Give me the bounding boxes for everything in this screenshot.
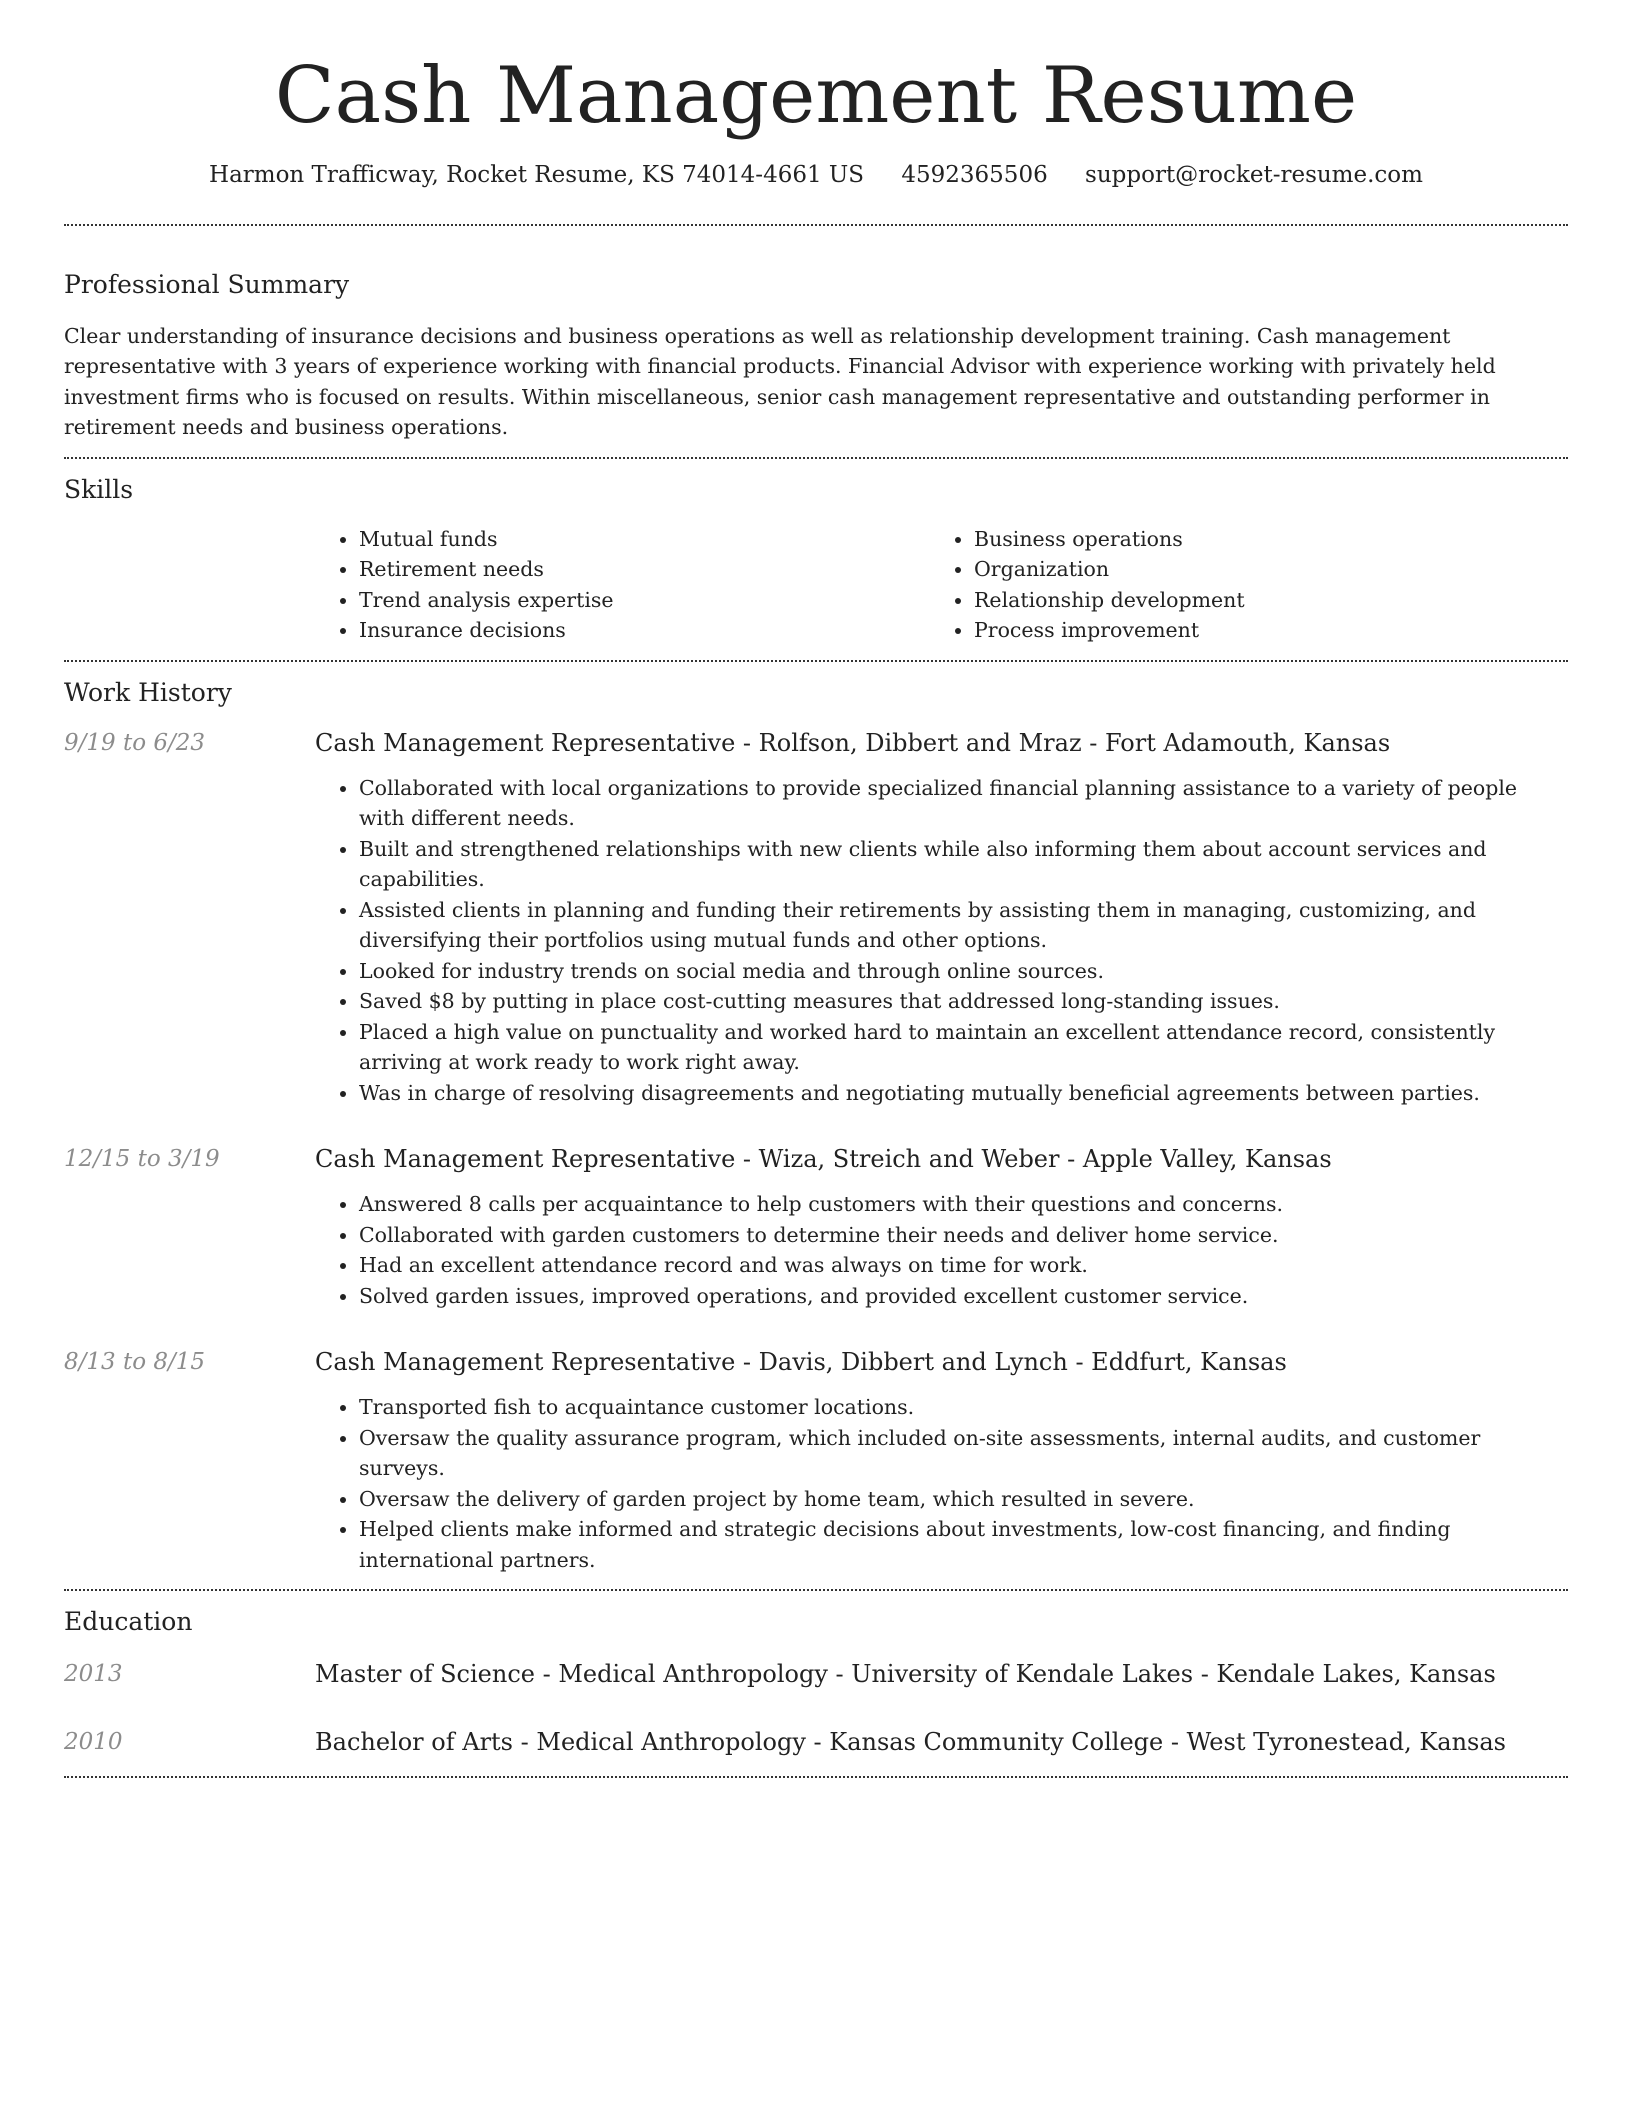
education-year: 2010 xyxy=(64,1729,123,1756)
job-bullet: • Oversaw the delivery of garden project by home team, which resulted in severe. xyxy=(359,1484,1568,1515)
job-dates: 12/15 to 3/19 xyxy=(64,1146,220,1173)
skill-item: • Insurance decisions xyxy=(359,615,930,646)
education-year: 2013 xyxy=(64,1661,123,1688)
work-history-section xyxy=(64,662,1568,1590)
skills-column-left xyxy=(315,524,930,646)
summary-heading: Professional Summary xyxy=(64,269,350,299)
skill-item: • Business operations xyxy=(974,524,1545,555)
summary-text: Clear understanding of insurance decisions and business operations as well as relationship development training. Cash management representative with 3 years of experience working with financial products. Financial Advisor with experience working with privately held investment firms who is focused on results. Within miscellaneous, senior cash management representative and outstanding performer in retirement needs and business operations. xyxy=(64,323,1496,440)
job-entry xyxy=(64,1143,1568,1311)
work-history-heading: Work History xyxy=(64,677,232,707)
skills-column-right xyxy=(930,524,1545,646)
job-bullet: • Looked for industry trends on social media and through online sources. xyxy=(359,956,1568,987)
job-bullet: • Helped clients make informed and strategic decisions about investments, low-cost financing, and finding international partners. xyxy=(359,1514,1568,1575)
skill-item: • Retirement needs xyxy=(359,554,930,585)
skill-item: • Relationship development xyxy=(974,585,1545,616)
job-body xyxy=(315,727,1568,1109)
job-dates: 9/19 to 6/23 xyxy=(64,729,206,756)
job-bullet: • Assisted clients in planning and funding their retirements by assisting them in managing, customizing, and diversifying their portfolios using mutual funds and other options. xyxy=(359,895,1568,956)
skill-item: • Organization xyxy=(974,554,1545,585)
skills-list xyxy=(315,524,1568,646)
skill-item: • Process improvement xyxy=(974,615,1545,646)
divider xyxy=(64,1776,1568,1778)
job-body xyxy=(315,1143,1568,1311)
education-title: Bachelor of Arts - Medical Anthropology - Kansas Community College - West Tyronestead, Kansas xyxy=(315,1728,1506,1757)
skill-item: • Mutual funds xyxy=(359,524,930,555)
education-section xyxy=(64,1591,1568,1758)
job-entry xyxy=(64,727,1568,1109)
job-title: Cash Management Representative - Davis, Dibbert and Lynch - Eddfurt, Kansas xyxy=(315,1348,1287,1377)
education-title: Master of Science - Medical Anthropology - University of Kendale Lakes - Kendale Lakes, Kansas xyxy=(315,1660,1496,1689)
job-dates: 8/13 to 8/15 xyxy=(64,1349,206,1376)
job-bullet: • Saved $8 by putting in place cost-cutting measures that addressed long-standing issues. xyxy=(359,986,1568,1017)
job-title: Cash Management Representative - Wiza, Streich and Weber - Apple Valley, Kansas xyxy=(315,1145,1332,1174)
job-bullet: • Placed a high value on punctuality and worked hard to maintain an excellent attendance record, consistently arriving at work ready to work right away. xyxy=(359,1017,1568,1078)
email-link[interactable]: support@rocket-resume.com xyxy=(1085,161,1423,188)
job-bullet: • Collaborated with local organizations to provide specialized financial planning assistance to a variety of people with different needs. xyxy=(359,773,1568,834)
education-entry xyxy=(64,1726,1568,1758)
summary-section xyxy=(64,226,1568,443)
address-text: Harmon Trafficway, Rocket Resume, KS 74014-4661 US xyxy=(209,161,865,188)
resume-title: Cash Management Resume xyxy=(274,51,1358,141)
skills-heading: Skills xyxy=(64,474,134,504)
job-bullets xyxy=(315,1392,1568,1575)
skills-section xyxy=(64,459,1568,646)
phone-text: 4592365506 xyxy=(901,161,1048,188)
job-bullet: • Oversaw the quality assurance program, which included on-site assessments, internal audits, and customer surveys. xyxy=(359,1423,1568,1484)
job-bullets xyxy=(315,1189,1568,1311)
job-bullet: • Transported fish to acquaintance customer locations. xyxy=(359,1392,1568,1423)
job-bullet: • Had an excellent attendance record and was always on time for work. xyxy=(359,1250,1568,1281)
job-entry xyxy=(64,1346,1568,1589)
job-bullets xyxy=(315,773,1568,1109)
skill-item: • Trend analysis expertise xyxy=(359,585,930,616)
job-bullet: • Collaborated with garden customers to determine their needs and deliver home service. xyxy=(359,1220,1568,1251)
contact-line xyxy=(64,162,1568,188)
education-entry xyxy=(64,1658,1568,1690)
job-bullet: • Answered 8 calls per acquaintance to help customers with their questions and concerns. xyxy=(359,1189,1568,1220)
job-title: Cash Management Representative - Rolfson, Dibbert and Mraz - Fort Adamouth, Kansas xyxy=(315,728,1391,757)
job-bullet: • Was in charge of resolving disagreements and negotiating mutually beneficial agreements between parties. xyxy=(359,1078,1568,1109)
job-bullet: • Solved garden issues, improved operations, and provided excellent customer service. xyxy=(359,1281,1568,1312)
job-body xyxy=(315,1346,1568,1589)
job-bullet: • Built and strengthened relationships with new clients while also informing them about account services and capabilities. xyxy=(359,834,1568,895)
education-heading: Education xyxy=(64,1607,193,1637)
